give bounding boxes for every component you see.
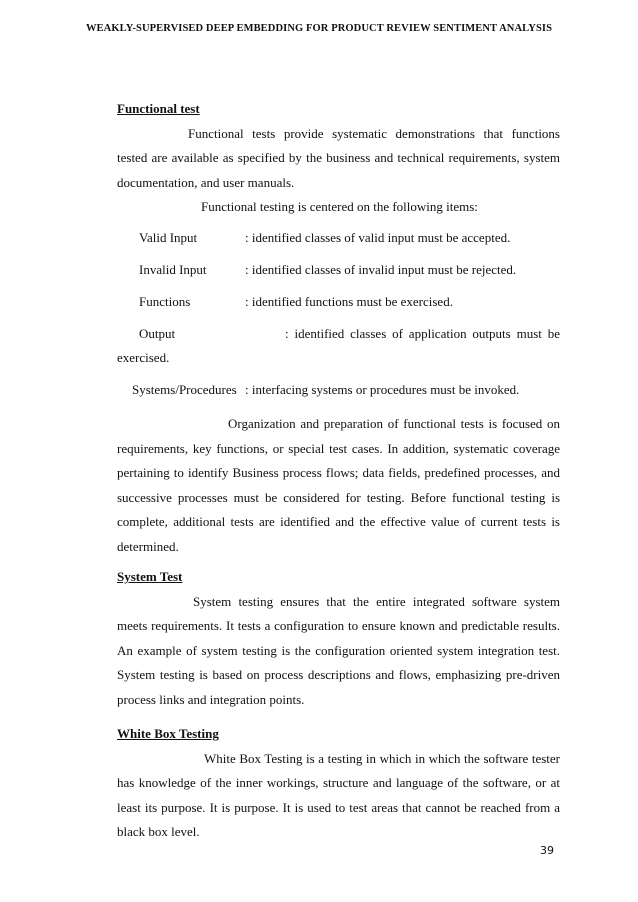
functional-items-list	[117, 226, 560, 413]
paragraph: System testing ensures that the entire integrated software system meets requirements. It tests a configuration to ensure known and predictable results. An example of system testing is the configuration oriented system integration test. System testing is based on process descriptions and flows, emphasizing pre-driven process links and integration points.	[117, 593, 560, 707]
item-description: : identified classes of invalid input must be rejected.	[245, 261, 517, 277]
section-heading-system-test: System Test	[117, 569, 183, 584]
item-description-continued: exercised.	[117, 349, 170, 365]
item-label: Output	[139, 325, 176, 341]
list-item	[117, 290, 560, 322]
paragraph: White Box Testing is a testing in which in which the software tester has knowledge of the inner workings, structure and language of the software, or at least its purpose. It is purpose. It is used to test areas that cannot be reached from a black box level.	[117, 750, 560, 839]
item-label: Valid Input	[139, 229, 198, 245]
paragraph: Organization and preparation of functional tests is focused on requirements, key functions, or special test cases. In addition, systematic coverage pertaining to identify Business process flows; data fields, predefined processes, and successive processes must be considered for testing. Before functional testing is complete, additional tests are identified and the effective value of current tests is determined.	[117, 416, 560, 554]
list-item	[117, 258, 560, 290]
page-body	[117, 97, 560, 845]
item-label: Functions	[139, 293, 191, 309]
item-description: : identified functions must be exercised.	[245, 293, 453, 309]
page-number: 39	[540, 844, 554, 857]
item-description: : interfacing systems or procedures must be invoked.	[245, 382, 520, 397]
paragraph: Functional testing is centered on the following items:	[201, 199, 478, 214]
list-item	[117, 322, 560, 371]
item-label: Invalid Input	[139, 261, 207, 277]
list-item	[117, 226, 560, 258]
section-heading-functional-test: Functional test	[117, 101, 200, 116]
running-header: WEAKLY-SUPERVISED DEEP EMBEDDING FOR PRODUCT REVIEW SENTIMENT ANALYSIS	[85, 23, 553, 34]
paragraph: Functional tests provide systematic demonstrations that functions tested are available as specified by the business and technical requirements, system documentation, and user manuals.	[117, 125, 560, 190]
item-description: : identified classes of valid input must be accepted.	[245, 229, 511, 245]
item-description: : identified classes of application outputs must be	[285, 325, 560, 341]
item-label: Systems/Procedures	[132, 382, 237, 397]
section-heading-white-box-testing: White Box Testing	[117, 726, 219, 741]
list-item	[117, 378, 560, 412]
